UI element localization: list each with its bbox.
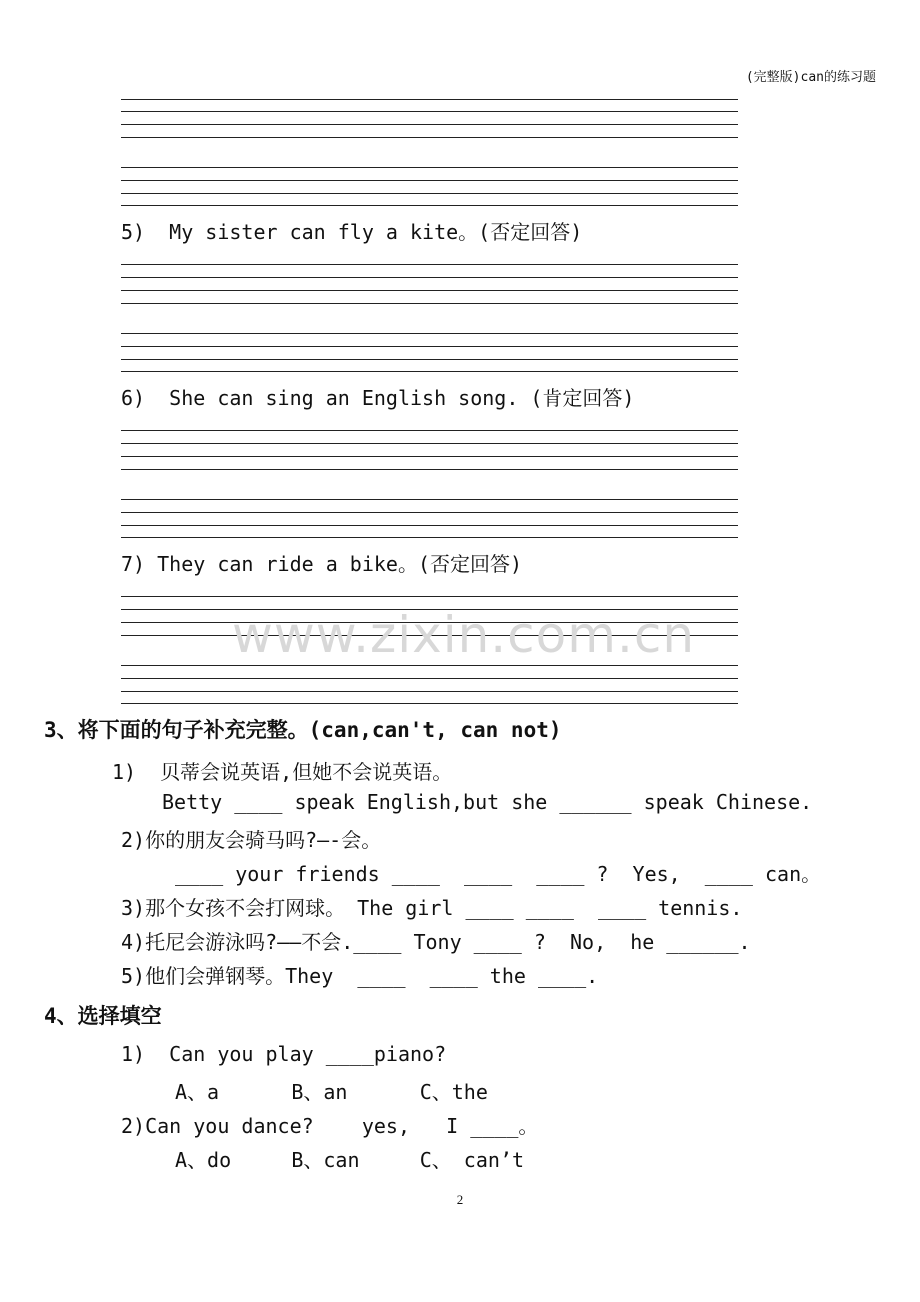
choice-question: 2)Can you dance? yes, I ____。 xyxy=(121,1114,539,1138)
choice-question: 1) Can you play ____piano? xyxy=(121,1042,447,1066)
exercise-line: 5)他们会弹钢琴。They ____ ____ the ____. xyxy=(121,964,599,988)
page-number: 2 xyxy=(456,1192,464,1207)
choice-options: A、a B、an C、the xyxy=(175,1080,488,1104)
question-7: 7) They can ride a bike。(否定回答) xyxy=(121,552,523,576)
exercise-line: 1) 贝蒂会说英语,但她不会说英语。 xyxy=(112,760,453,784)
exercise-line: 2)你的朋友会骑马吗?—-会。 xyxy=(121,828,382,852)
section-3-title: 3、将下面的句子补充完整。(can,can't, can not) xyxy=(44,718,562,742)
question-6: 6) She can sing an English song. (肯定回答) xyxy=(121,386,635,410)
exercise-line: Betty ____ speak English,but she ______ speak Chinese. xyxy=(162,790,813,814)
exercise-line: 4)托尼会游泳吗?——不会.____ Tony ____ ? No, he ______. xyxy=(121,930,751,954)
page-header: (完整版)can的练习题 xyxy=(745,70,876,85)
exercise-line: ____ your friends ____ ____ ____ ? Yes, ____ can。 xyxy=(175,862,822,886)
question-5: 5) My sister can fly a kite。(否定回答) xyxy=(121,220,583,244)
exercise-line: 3)那个女孩不会打网球。 The girl ____ ____ ____ tennis. xyxy=(121,896,743,920)
section-4-title: 4、选择填空 xyxy=(44,1004,162,1028)
choice-options: A、do B、can C、 can’t xyxy=(175,1148,524,1172)
watermark: www.zixin.com.cn xyxy=(232,606,696,664)
